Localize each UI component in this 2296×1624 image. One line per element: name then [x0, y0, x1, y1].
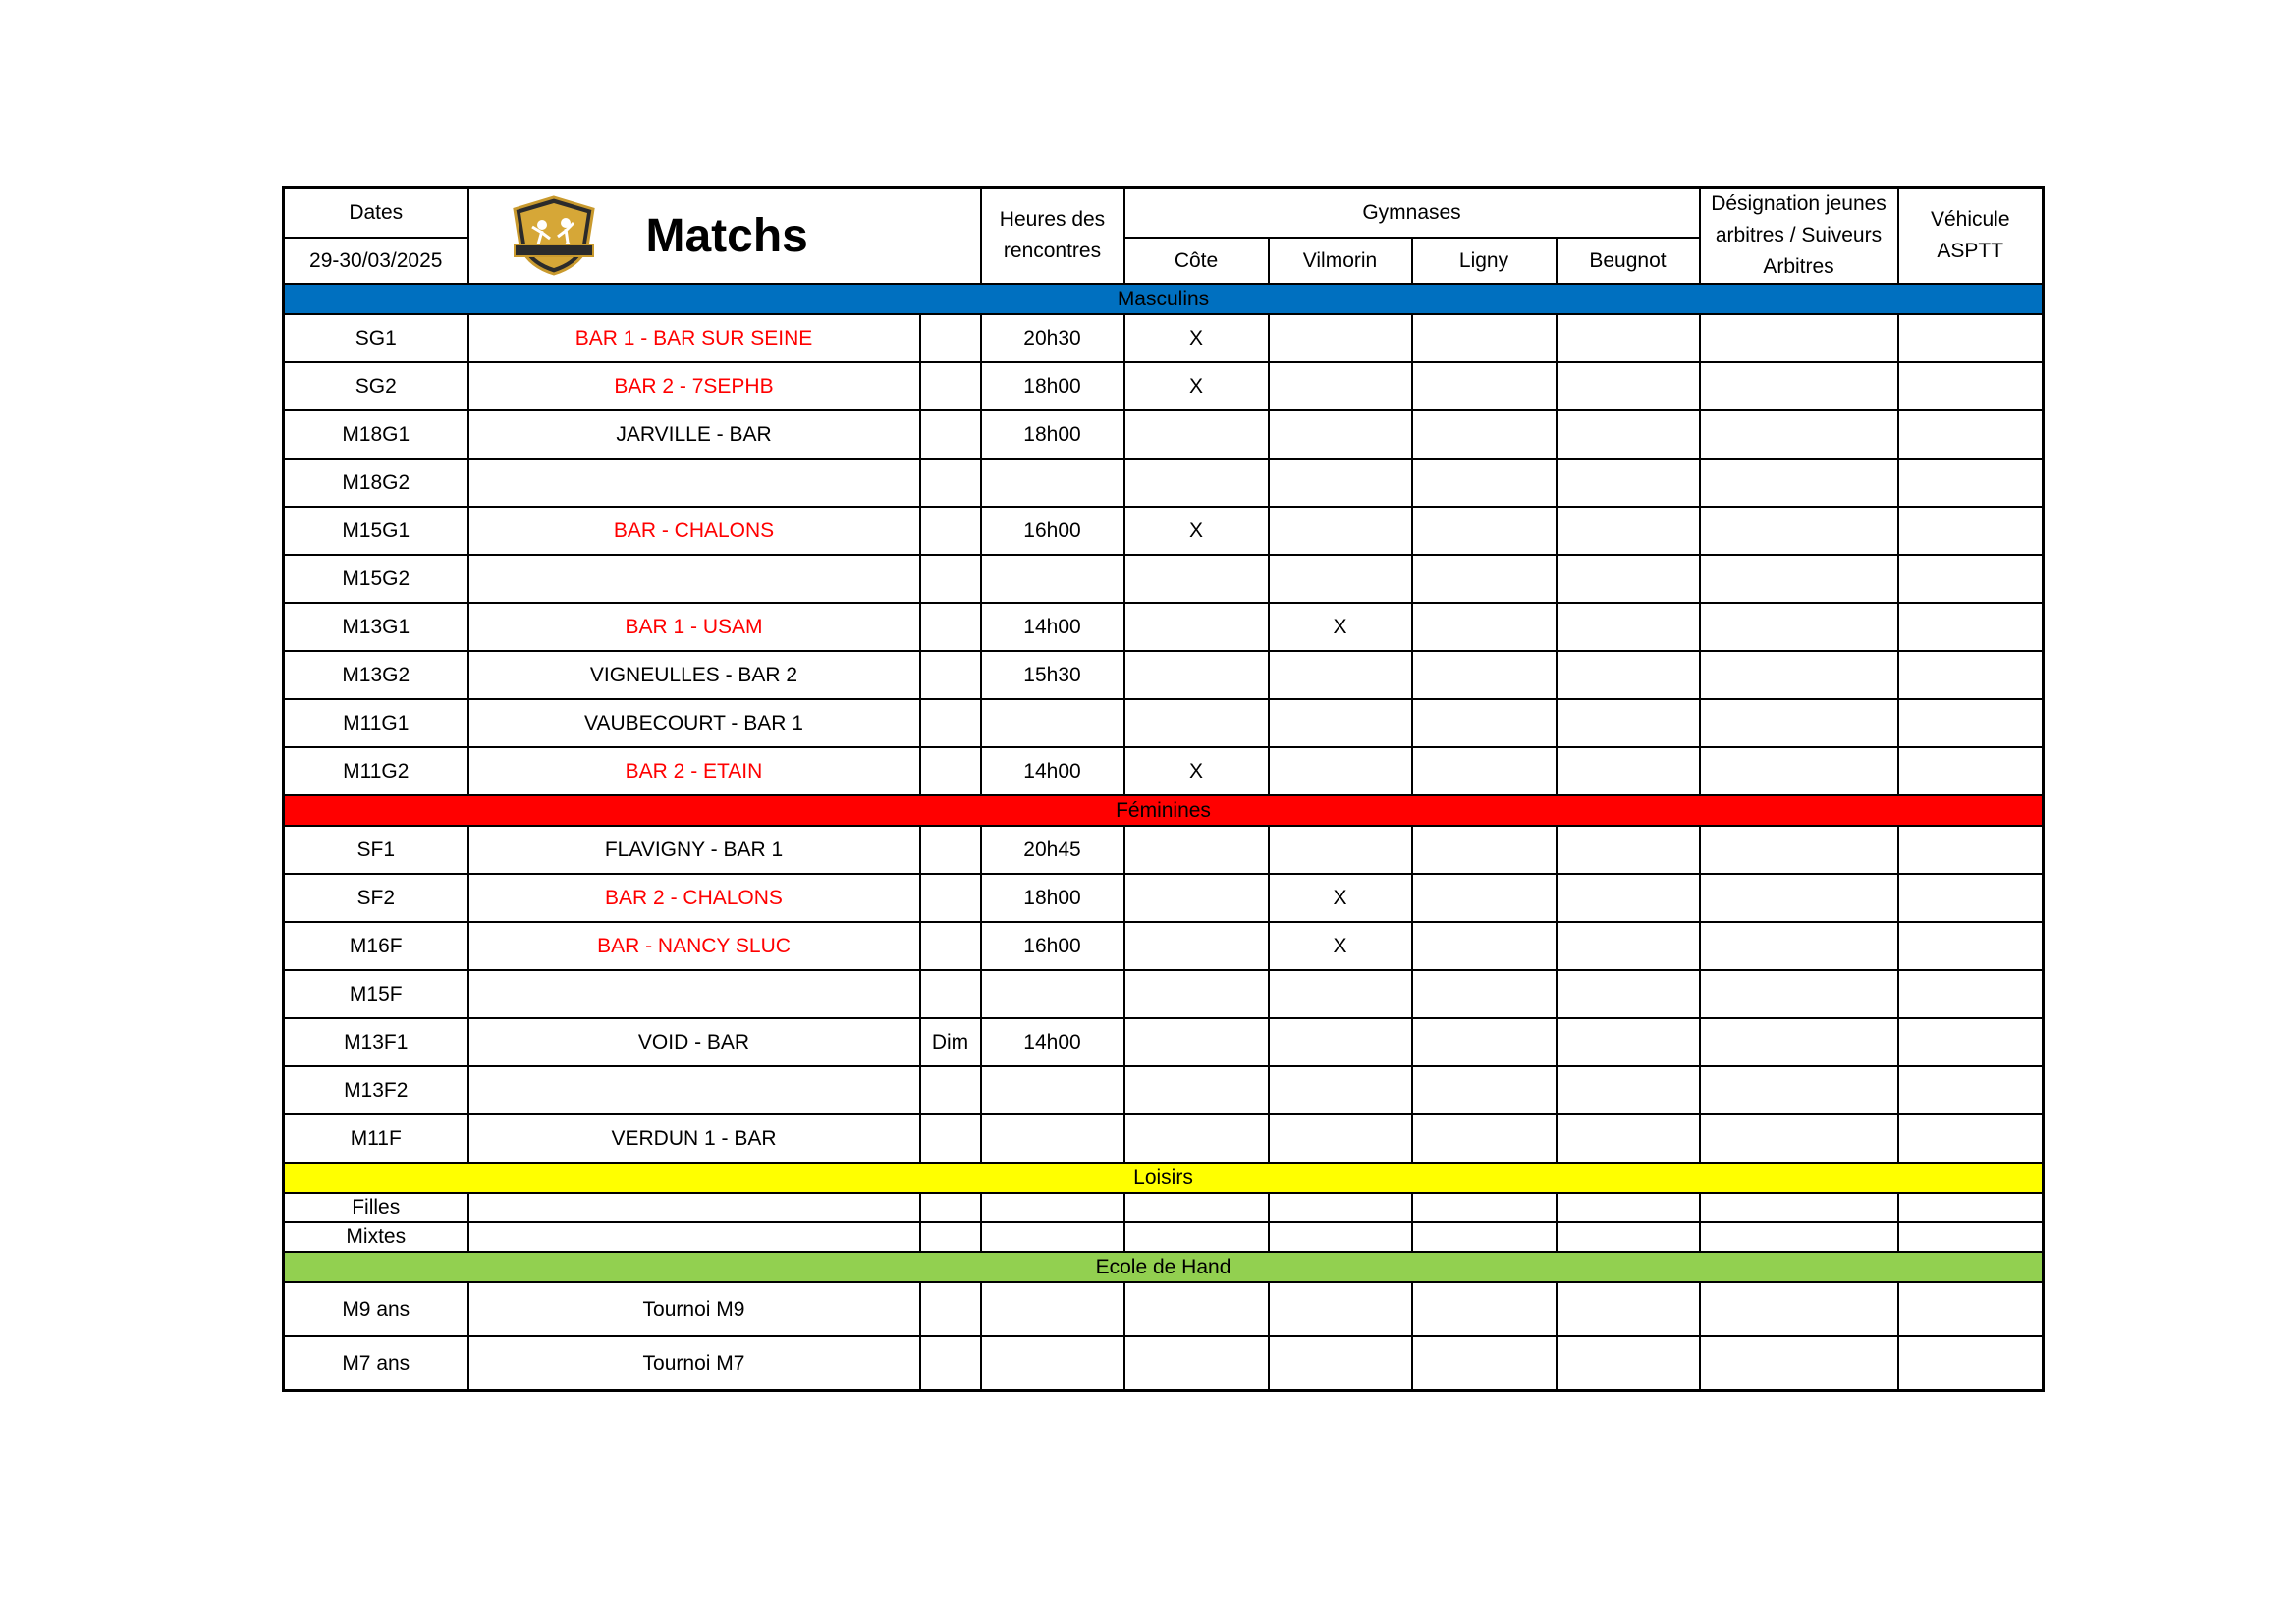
gym-ligny-cell	[1412, 651, 1557, 699]
day-cell	[920, 1222, 981, 1252]
day-cell: Dim	[920, 1018, 981, 1066]
day-cell	[920, 314, 981, 362]
team-cell: M13F2	[284, 1066, 468, 1114]
gym-cote-cell	[1124, 922, 1269, 970]
match-cell: VIGNEULLES - BAR 2	[468, 651, 920, 699]
gym-beugnot-cell	[1557, 826, 1700, 874]
gym-beugnot-cell	[1557, 507, 1700, 555]
gym-ligny-cell	[1412, 874, 1557, 922]
vehicule-cell	[1898, 1114, 2044, 1163]
table-row	[284, 699, 2044, 747]
table-row	[284, 1066, 2044, 1114]
team-cell: M11G2	[284, 747, 468, 795]
table-row	[284, 1222, 2044, 1252]
section-masculins-row	[284, 284, 2044, 314]
time-cell	[981, 1066, 1124, 1114]
gym-cote-cell	[1124, 1282, 1269, 1336]
gym-vilmorin-cell: X	[1269, 874, 1412, 922]
day-cell	[920, 362, 981, 410]
team-cell: M11F	[284, 1114, 468, 1163]
gym-beugnot-cell	[1557, 459, 1700, 507]
gym-cote-cell: X	[1124, 314, 1269, 362]
vehicule-cell	[1898, 555, 2044, 603]
gym-cote-label: Côte	[1124, 238, 1269, 284]
team-cell: M15G1	[284, 507, 468, 555]
gym-vilmorin-cell	[1269, 555, 1412, 603]
match-cell	[468, 1066, 920, 1114]
vehicule-label: Véhicule ASPTT	[1898, 188, 2044, 285]
time-cell: 16h00	[981, 507, 1124, 555]
section-masculins-label: Masculins	[284, 284, 2044, 314]
section-ecole-row	[284, 1252, 2044, 1282]
vehicule-cell	[1898, 826, 2044, 874]
match-cell: FLAVIGNY - BAR 1	[468, 826, 920, 874]
gym-ligny-cell	[1412, 826, 1557, 874]
time-cell: 16h00	[981, 922, 1124, 970]
gym-ligny-cell	[1412, 1066, 1557, 1114]
team-cell: M18G2	[284, 459, 468, 507]
table-row	[284, 874, 2044, 922]
table-row	[284, 362, 2044, 410]
time-cell	[981, 555, 1124, 603]
club-logo-icon	[509, 195, 599, 276]
day-cell	[920, 1066, 981, 1114]
section-ecole-label: Ecole de Hand	[284, 1252, 2044, 1282]
designation-cell	[1700, 555, 1898, 603]
gym-cote-cell	[1124, 603, 1269, 651]
day-cell	[920, 1336, 981, 1391]
day-cell	[920, 507, 981, 555]
match-cell: Tournoi M9	[468, 1282, 920, 1336]
gym-cote-cell	[1124, 1018, 1269, 1066]
match-schedule-table	[282, 186, 2045, 1392]
team-cell: M13F1	[284, 1018, 468, 1066]
vehicule-cell	[1898, 1066, 2044, 1114]
match-cell: Tournoi M7	[468, 1336, 920, 1391]
section-loisirs-row	[284, 1163, 2044, 1193]
vehicule-cell	[1898, 922, 2044, 970]
gym-vilmorin-cell	[1269, 314, 1412, 362]
designation-cell	[1700, 410, 1898, 459]
time-cell	[981, 1193, 1124, 1222]
day-cell	[920, 1114, 981, 1163]
gym-beugnot-cell	[1557, 410, 1700, 459]
day-cell	[920, 874, 981, 922]
table-row	[284, 603, 2044, 651]
gym-beugnot-label: Beugnot	[1557, 238, 1700, 284]
time-cell: 14h00	[981, 603, 1124, 651]
gym-ligny-cell	[1412, 362, 1557, 410]
gym-beugnot-cell	[1557, 603, 1700, 651]
match-cell	[468, 1222, 920, 1252]
table-row	[284, 747, 2044, 795]
team-cell: M18G1	[284, 410, 468, 459]
designation-cell	[1700, 826, 1898, 874]
gym-cote-cell: X	[1124, 362, 1269, 410]
gym-ligny-cell	[1412, 922, 1557, 970]
gym-vilmorin-cell	[1269, 826, 1412, 874]
vehicule-cell	[1898, 1018, 2044, 1066]
gym-vilmorin-cell	[1269, 507, 1412, 555]
time-cell: 14h00	[981, 1018, 1124, 1066]
day-cell	[920, 826, 981, 874]
vehicule-cell	[1898, 1193, 2044, 1222]
gym-vilmorin-cell	[1269, 1193, 1412, 1222]
gym-beugnot-cell	[1557, 699, 1700, 747]
designation-cell	[1700, 362, 1898, 410]
designation-cell	[1700, 747, 1898, 795]
time-cell: 18h00	[981, 410, 1124, 459]
designation-cell	[1700, 1114, 1898, 1163]
gym-vilmorin-cell	[1269, 1222, 1412, 1252]
gym-ligny-cell	[1412, 410, 1557, 459]
designation-cell	[1700, 922, 1898, 970]
match-cell: BAR 2 - ETAIN	[468, 747, 920, 795]
table-row	[284, 651, 2044, 699]
vehicule-cell	[1898, 1222, 2044, 1252]
match-cell	[468, 459, 920, 507]
page-title: Matchs	[645, 209, 808, 262]
gym-beugnot-cell	[1557, 1193, 1700, 1222]
gym-vilmorin-cell	[1269, 970, 1412, 1018]
day-cell	[920, 603, 981, 651]
team-cell: SF2	[284, 874, 468, 922]
day-cell	[920, 1282, 981, 1336]
match-cell	[468, 970, 920, 1018]
table-row	[284, 1336, 2044, 1391]
gym-beugnot-cell	[1557, 1066, 1700, 1114]
section-feminines-row	[284, 795, 2044, 826]
gym-beugnot-cell	[1557, 1336, 1700, 1391]
gym-ligny-cell	[1412, 507, 1557, 555]
dates-value: 29-30/03/2025	[284, 238, 468, 284]
match-cell: BAR 2 - 7SEPHB	[468, 362, 920, 410]
vehicule-cell	[1898, 314, 2044, 362]
team-cell: M9 ans	[284, 1282, 468, 1336]
gym-cote-cell	[1124, 1193, 1269, 1222]
time-cell: 18h00	[981, 362, 1124, 410]
day-cell	[920, 410, 981, 459]
gym-beugnot-cell	[1557, 970, 1700, 1018]
gym-cote-cell: X	[1124, 747, 1269, 795]
time-cell	[981, 1282, 1124, 1336]
table-row	[284, 555, 2044, 603]
match-cell: JARVILLE - BAR	[468, 410, 920, 459]
table-row	[284, 1193, 2044, 1222]
gym-beugnot-cell	[1557, 874, 1700, 922]
table-row	[284, 970, 2044, 1018]
gym-cote-cell	[1124, 1114, 1269, 1163]
table-row	[284, 1018, 2044, 1066]
gym-ligny-cell	[1412, 699, 1557, 747]
time-cell	[981, 1222, 1124, 1252]
gym-ligny-cell	[1412, 603, 1557, 651]
gym-beugnot-cell	[1557, 1018, 1700, 1066]
gym-cote-cell	[1124, 826, 1269, 874]
gym-vilmorin-cell	[1269, 1114, 1412, 1163]
gym-ligny-cell	[1412, 1282, 1557, 1336]
title-cell	[468, 188, 981, 285]
gym-cote-cell	[1124, 699, 1269, 747]
day-cell	[920, 970, 981, 1018]
team-cell: M15G2	[284, 555, 468, 603]
gym-vilmorin-label: Vilmorin	[1269, 238, 1412, 284]
table-row	[284, 922, 2044, 970]
designation-cell	[1700, 603, 1898, 651]
day-cell	[920, 651, 981, 699]
time-cell: 14h00	[981, 747, 1124, 795]
match-cell: VAUBECOURT - BAR 1	[468, 699, 920, 747]
designation-cell	[1700, 1193, 1898, 1222]
gym-ligny-cell	[1412, 1193, 1557, 1222]
time-cell: 15h30	[981, 651, 1124, 699]
designation-cell	[1700, 314, 1898, 362]
match-cell: BAR - NANCY SLUC	[468, 922, 920, 970]
gym-vilmorin-cell	[1269, 459, 1412, 507]
vehicule-cell	[1898, 1282, 2044, 1336]
team-cell: M13G2	[284, 651, 468, 699]
dates-label: Dates	[284, 188, 468, 239]
vehicule-cell	[1898, 362, 2044, 410]
gym-vilmorin-cell	[1269, 410, 1412, 459]
match-cell: BAR 2 - CHALONS	[468, 874, 920, 922]
designation-label: Désignation jeunes arbitres / Suiveurs Arbitres	[1700, 188, 1898, 285]
vehicule-cell	[1898, 1336, 2044, 1391]
gym-cote-cell	[1124, 651, 1269, 699]
day-cell	[920, 922, 981, 970]
day-cell	[920, 699, 981, 747]
table-row	[284, 826, 2044, 874]
time-cell	[981, 699, 1124, 747]
team-cell: Mixtes	[284, 1222, 468, 1252]
gym-vilmorin-cell	[1269, 747, 1412, 795]
gym-beugnot-cell	[1557, 1222, 1700, 1252]
table-row	[284, 410, 2044, 459]
vehicule-cell	[1898, 699, 2044, 747]
gym-beugnot-cell	[1557, 555, 1700, 603]
match-cell: BAR - CHALONS	[468, 507, 920, 555]
gym-ligny-cell	[1412, 1222, 1557, 1252]
gym-beugnot-cell	[1557, 1282, 1700, 1336]
vehicule-cell	[1898, 459, 2044, 507]
designation-cell	[1700, 507, 1898, 555]
designation-cell	[1700, 970, 1898, 1018]
vehicule-cell	[1898, 507, 2044, 555]
table-row	[284, 1114, 2044, 1163]
team-cell: SG1	[284, 314, 468, 362]
table-row	[284, 507, 2044, 555]
gym-ligny-cell	[1412, 970, 1557, 1018]
vehicule-cell	[1898, 747, 2044, 795]
gym-beugnot-cell	[1557, 362, 1700, 410]
match-cell: BAR 1 - USAM	[468, 603, 920, 651]
gym-ligny-cell	[1412, 555, 1557, 603]
table-row	[284, 459, 2044, 507]
match-cell: VERDUN 1 - BAR	[468, 1114, 920, 1163]
time-cell: 20h30	[981, 314, 1124, 362]
gym-cote-cell	[1124, 410, 1269, 459]
time-cell	[981, 1336, 1124, 1391]
gym-vilmorin-cell	[1269, 699, 1412, 747]
table-row	[284, 1282, 2044, 1336]
vehicule-cell	[1898, 874, 2044, 922]
day-cell	[920, 1193, 981, 1222]
designation-cell	[1700, 459, 1898, 507]
header-row-1	[284, 188, 2044, 239]
team-cell: M16F	[284, 922, 468, 970]
section-feminines-label: Féminines	[284, 795, 2044, 826]
team-cell: Filles	[284, 1193, 468, 1222]
gym-beugnot-cell	[1557, 747, 1700, 795]
match-cell	[468, 1193, 920, 1222]
day-cell	[920, 555, 981, 603]
designation-cell	[1700, 651, 1898, 699]
team-cell: SF1	[284, 826, 468, 874]
designation-cell	[1700, 1282, 1898, 1336]
gym-ligny-cell	[1412, 1018, 1557, 1066]
match-cell	[468, 555, 920, 603]
team-cell: M13G1	[284, 603, 468, 651]
team-cell: M7 ans	[284, 1336, 468, 1391]
gym-cote-cell: X	[1124, 507, 1269, 555]
gym-cote-cell	[1124, 459, 1269, 507]
section-loisirs-label: Loisirs	[284, 1163, 2044, 1193]
gym-cote-cell	[1124, 1222, 1269, 1252]
designation-cell	[1700, 874, 1898, 922]
vehicule-cell	[1898, 651, 2044, 699]
gymnases-label: Gymnases	[1124, 188, 1700, 239]
gym-ligny-label: Ligny	[1412, 238, 1557, 284]
gym-ligny-cell	[1412, 1336, 1557, 1391]
gym-ligny-cell	[1412, 459, 1557, 507]
heures-label: Heures des rencontres	[981, 188, 1124, 285]
vehicule-cell	[1898, 970, 2044, 1018]
gym-vilmorin-cell: X	[1269, 603, 1412, 651]
team-cell: SG2	[284, 362, 468, 410]
designation-cell	[1700, 1018, 1898, 1066]
day-cell	[920, 747, 981, 795]
gym-cote-cell	[1124, 1066, 1269, 1114]
designation-cell	[1700, 1336, 1898, 1391]
time-cell: 18h00	[981, 874, 1124, 922]
designation-cell	[1700, 1066, 1898, 1114]
gym-vilmorin-cell	[1269, 651, 1412, 699]
gym-vilmorin-cell	[1269, 1066, 1412, 1114]
gym-ligny-cell	[1412, 747, 1557, 795]
day-cell	[920, 459, 981, 507]
gym-vilmorin-cell	[1269, 362, 1412, 410]
time-cell: 20h45	[981, 826, 1124, 874]
team-cell: M11G1	[284, 699, 468, 747]
designation-cell	[1700, 1222, 1898, 1252]
time-cell	[981, 459, 1124, 507]
gym-beugnot-cell	[1557, 922, 1700, 970]
gym-cote-cell	[1124, 874, 1269, 922]
gym-vilmorin-cell	[1269, 1336, 1412, 1391]
time-cell	[981, 1114, 1124, 1163]
gym-ligny-cell	[1412, 314, 1557, 362]
vehicule-cell	[1898, 603, 2044, 651]
match-cell: VOID - BAR	[468, 1018, 920, 1066]
table-row	[284, 314, 2044, 362]
team-cell: M15F	[284, 970, 468, 1018]
gym-beugnot-cell	[1557, 651, 1700, 699]
gym-cote-cell	[1124, 970, 1269, 1018]
gym-vilmorin-cell: X	[1269, 922, 1412, 970]
gym-vilmorin-cell	[1269, 1018, 1412, 1066]
gym-cote-cell	[1124, 555, 1269, 603]
match-cell: BAR 1 - BAR SUR SEINE	[468, 314, 920, 362]
gym-beugnot-cell	[1557, 314, 1700, 362]
gym-ligny-cell	[1412, 1114, 1557, 1163]
gym-beugnot-cell	[1557, 1114, 1700, 1163]
gym-cote-cell	[1124, 1336, 1269, 1391]
designation-cell	[1700, 699, 1898, 747]
time-cell	[981, 970, 1124, 1018]
gym-vilmorin-cell	[1269, 1282, 1412, 1336]
vehicule-cell	[1898, 410, 2044, 459]
